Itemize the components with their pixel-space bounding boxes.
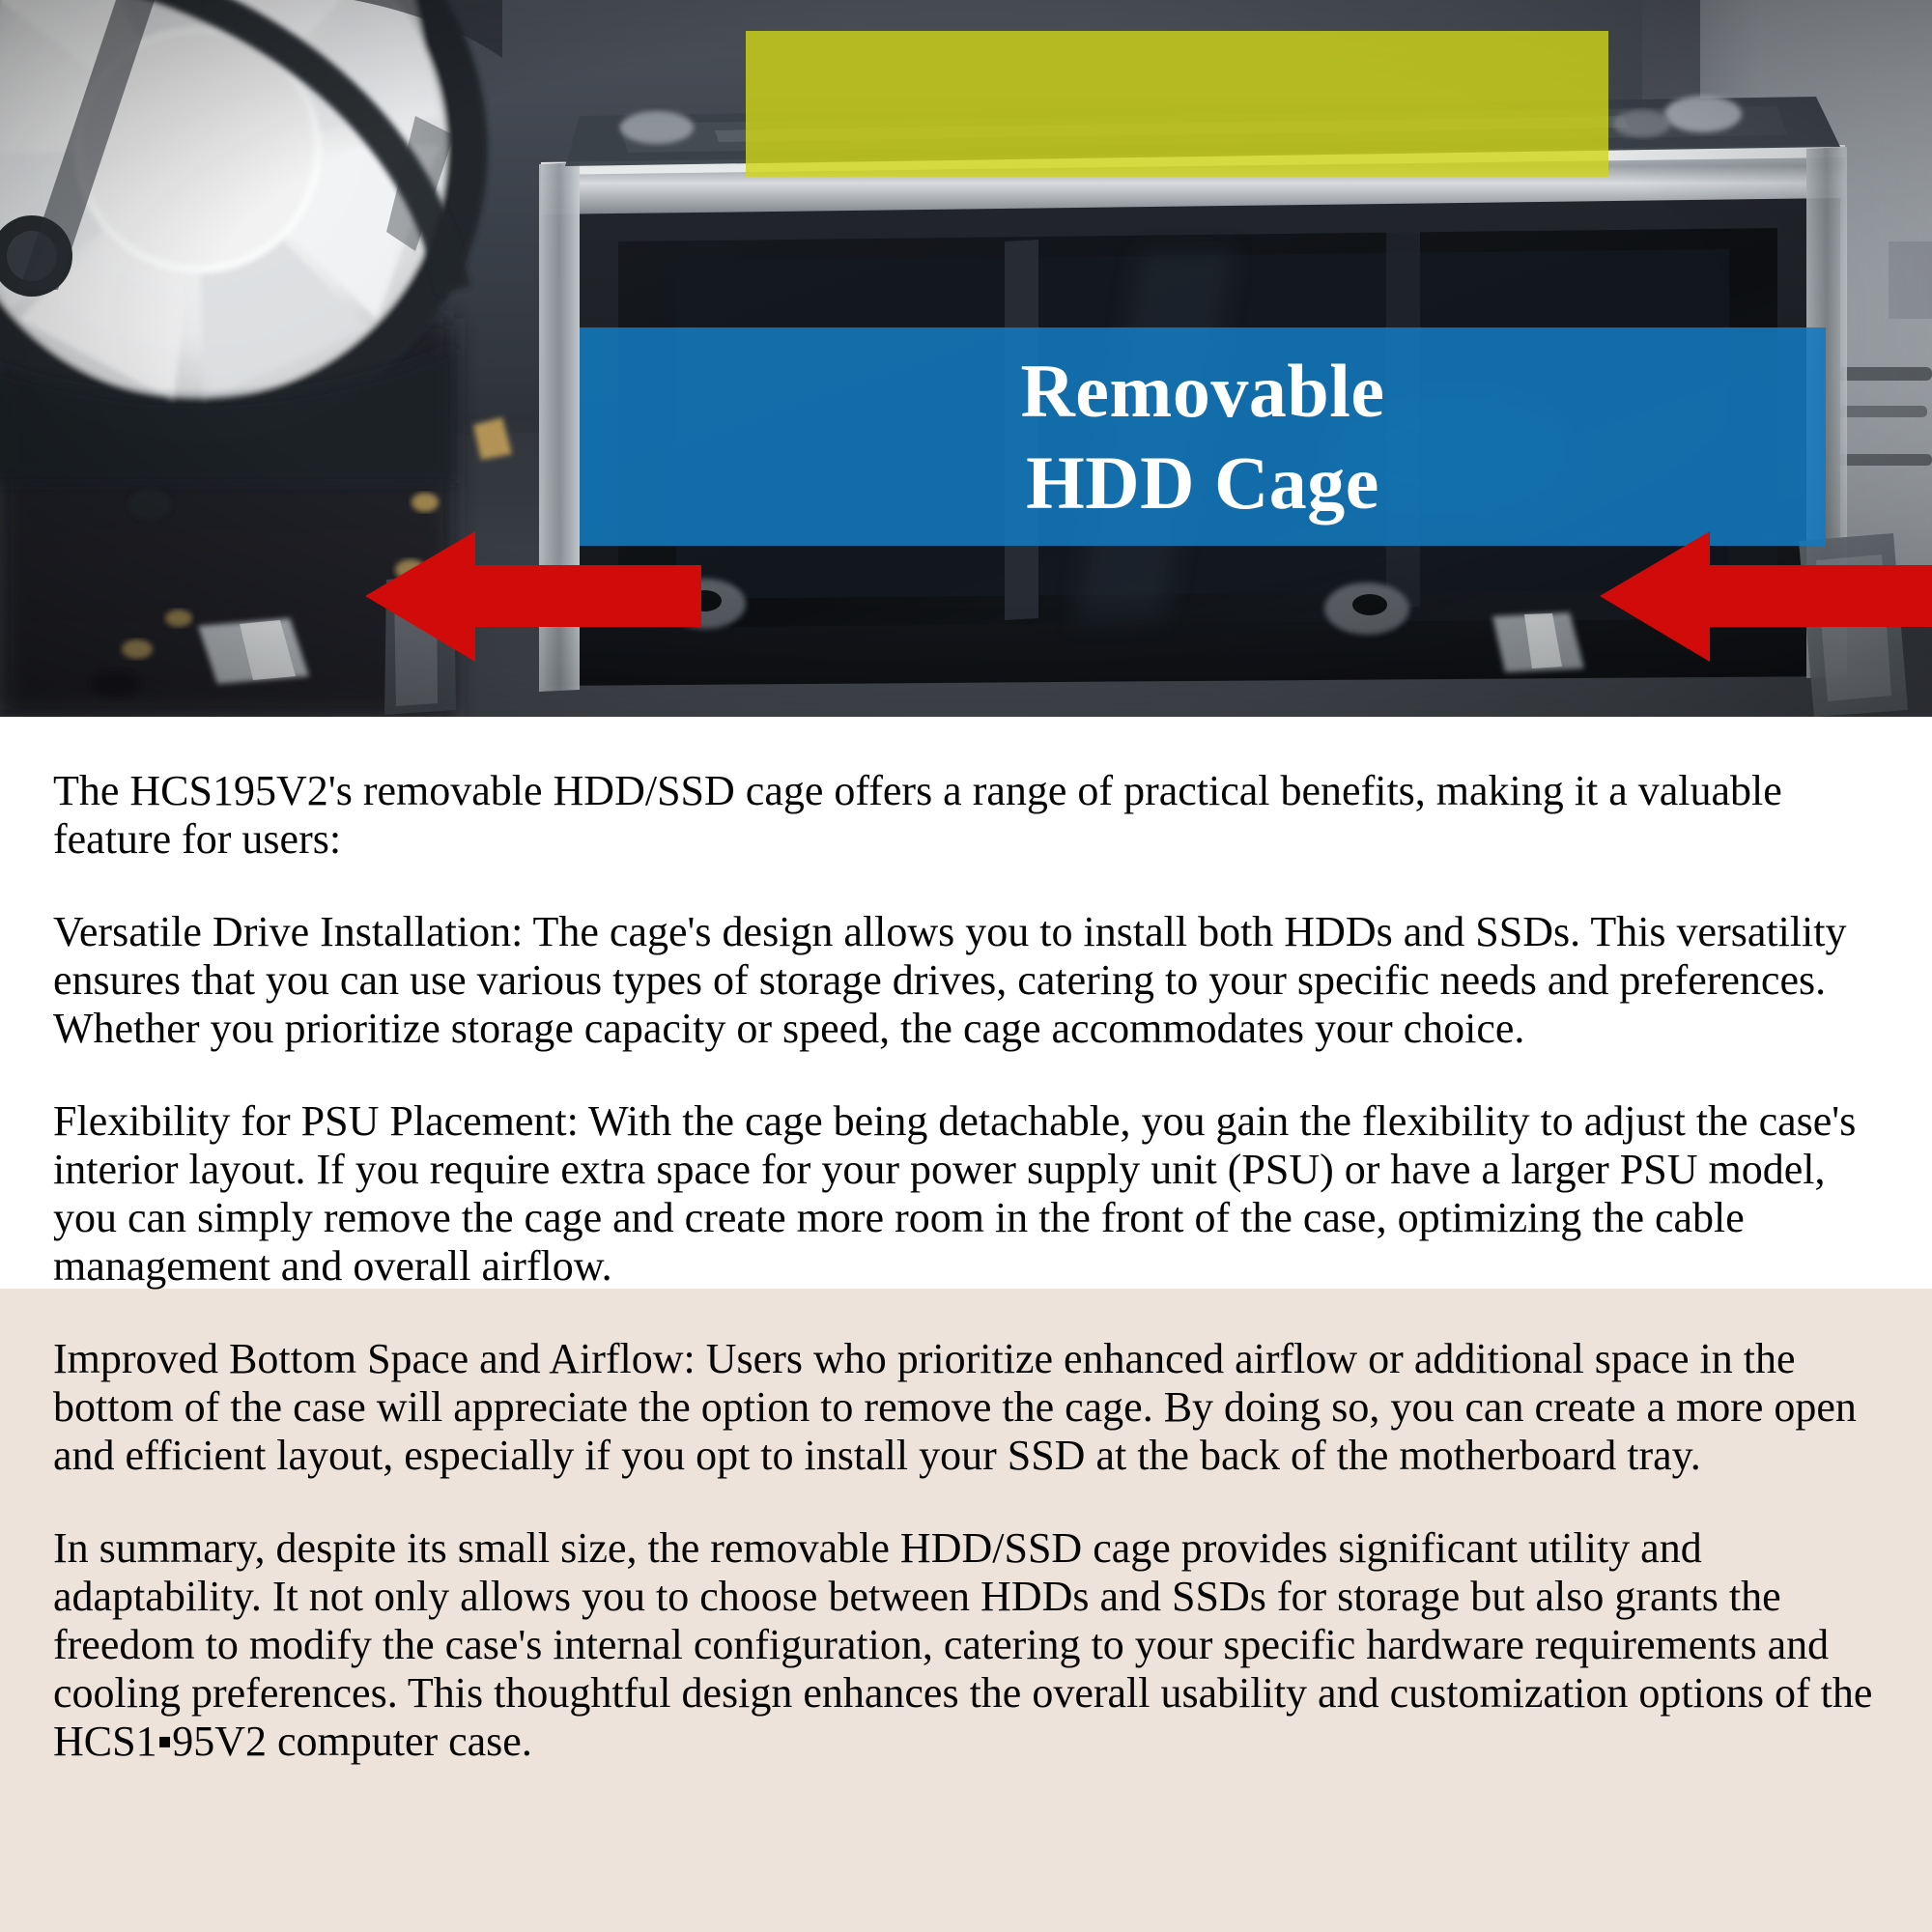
left-pointer-arrow bbox=[357, 526, 705, 667]
blue-callout-banner bbox=[580, 327, 1826, 546]
paragraph-psu: Flexibility for PSU Placement: With the cage being detachable, you gain the flexibility to adjust the case's interior layout. If you require extra space for your power supply unit (PSU) or have a larger PSU model, you can simply remove the cage and create more room in the front of the case, optimizing the cable management and overall airflow. bbox=[53, 1097, 1857, 1290]
yellow-highlight-box bbox=[746, 31, 1608, 177]
callout-line-2: HDD Cage bbox=[1026, 440, 1379, 525]
article-section bbox=[0, 717, 1932, 1932]
paragraph-intro: The HCS195V2's removable HDD/SSD cage offers a range of practical benefits, making it a valuable feature for users: bbox=[53, 767, 1782, 863]
paragraph-airflow: Improved Bottom Space and Airflow: Users who prioritize enhanced airflow or additional space in the bottom of the case will appreciate the option to remove the cage. By doing so, you can create a more open and efficient layout, especially if you opt to install your SSD at the back of the motherboard tray. bbox=[53, 1335, 1857, 1479]
paragraph-summary: In summary, despite its small size, the removable HDD/SSD cage provides significant utility and adaptability. It not only allows you to choose between HDDs and SSDs for storage but also grants the freedom to modify the case's internal configuration, catering to your specific hardware requirements and cooling preferences. This thoughtful design enhances the overall usability and customization options of the HCS1▪95V2 computer case. bbox=[53, 1524, 1873, 1765]
callout-line-1: Removable bbox=[1020, 348, 1385, 433]
article-copy bbox=[53, 717, 1889, 1766]
paragraph-versatile: Versatile Drive Installation: The cage's design allows you to install both HDDs and SSDs. This versatility ensures that you can use various types of storage drives, catering to your specific needs and preferences. Whether you prioritize storage capacity or speed, the cage accommodates your choice. bbox=[53, 908, 1847, 1052]
hdd-cage-photo bbox=[0, 0, 1932, 717]
right-pointer-arrow bbox=[1592, 526, 1932, 667]
